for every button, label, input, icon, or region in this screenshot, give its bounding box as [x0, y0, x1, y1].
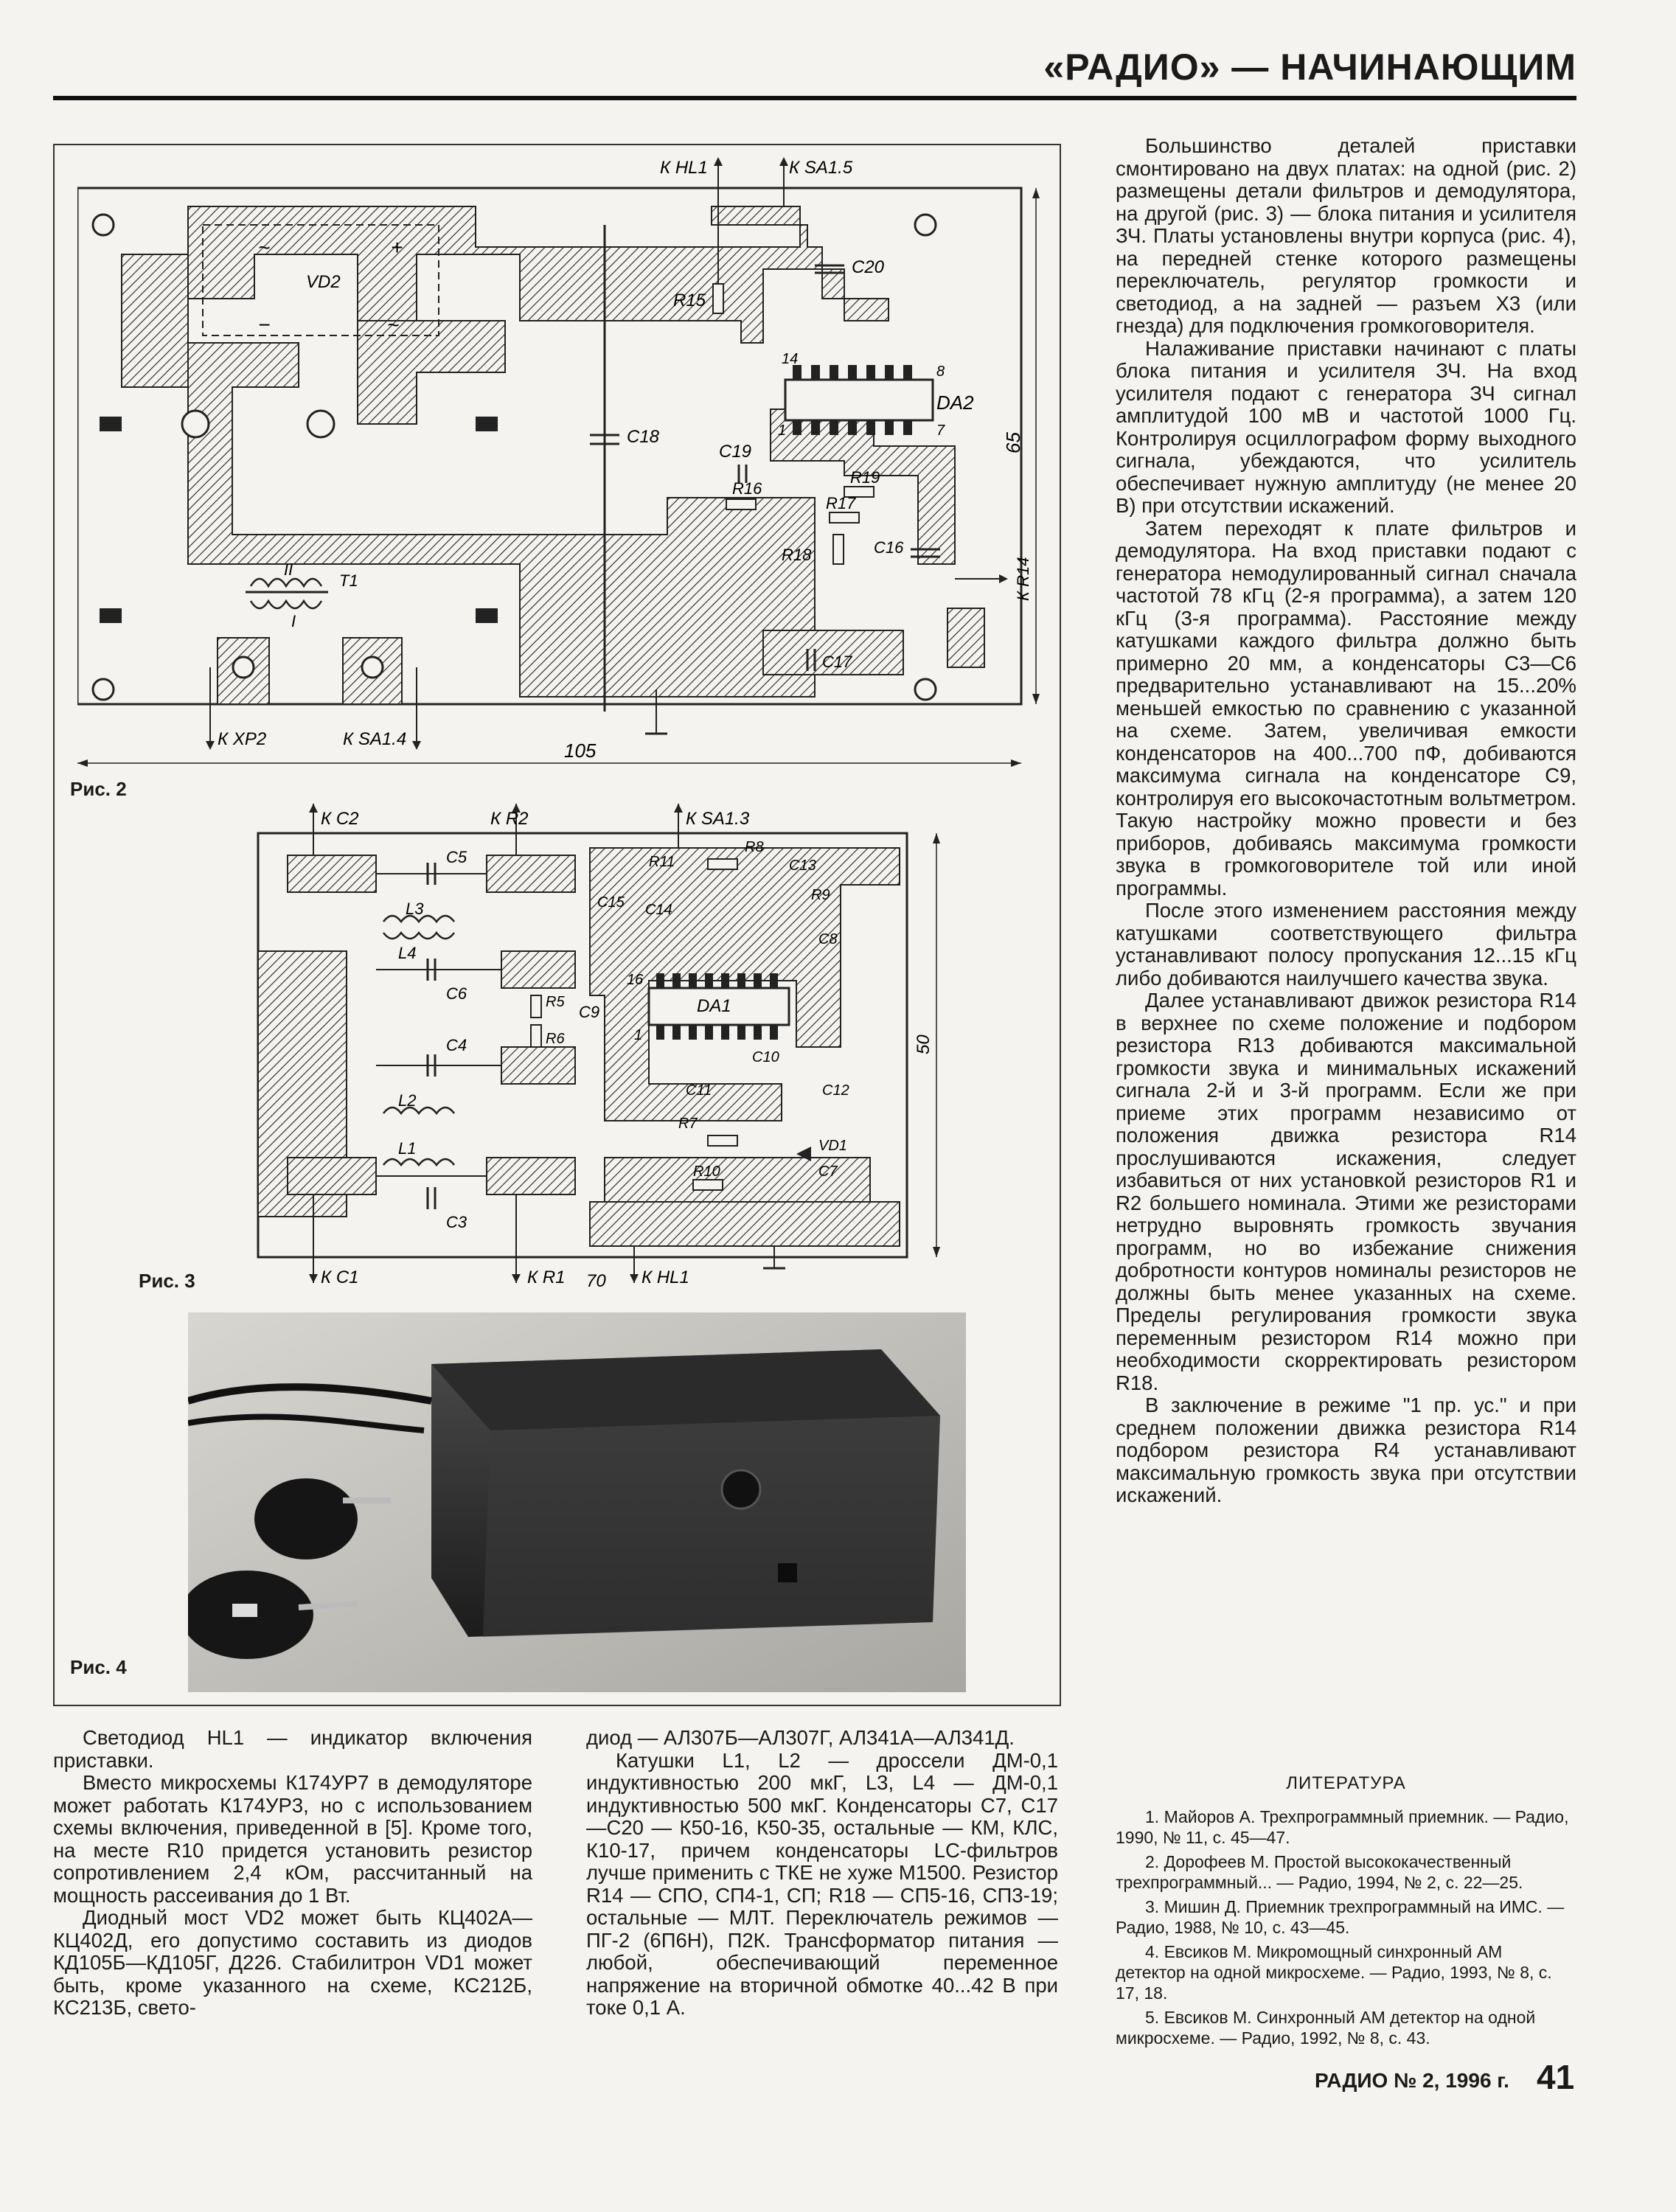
fig3-label-r5: R5 — [546, 994, 565, 1010]
paragraph: Вместо микросхемы К174УР7 в демодуляторе может работать К174УР3, но с использованием схемы включения, приведенной в [5]. Кроме того, на месте R10 придется установить резистор сопротивлением 2,4 кОм, рассчитанный на мощность рассеивания до 1 Вт. — [53, 1771, 532, 1907]
fig2-label-tilde-1: ~ — [258, 236, 271, 259]
fig2-label-r18: R18 — [782, 546, 812, 564]
fig2-label-sa15: К SA1.5 — [789, 158, 853, 178]
fig2-label-da2: DA2 — [936, 392, 974, 414]
figure-3-pcb — [236, 804, 959, 1290]
fig2-label-c16: C16 — [874, 538, 904, 557]
fig2-label-r15: R15 — [673, 291, 706, 310]
literature-item: 4. Евсиков М. Микромощный синхронный АМ детектор на одной микросхеме. — Радио, 1993, № 8, с. 17, 18. — [1116, 1942, 1552, 2003]
literature-item: 1. Майоров А. Трехпрограммный приемник. — Радио, 1990, № 11, с. 45—47. — [1116, 1807, 1569, 1847]
fig2-label-minus: − — [258, 313, 271, 336]
literature-list — [1116, 1806, 1576, 2052]
paragraph: Светодиод HL1 — индикатор включения приставки. — [53, 1726, 532, 1772]
fig2-label-xp2: К XP2 — [218, 729, 267, 749]
figure-4-photo — [188, 1312, 966, 1692]
fig2-label-tilde-2: ~ — [387, 313, 400, 336]
fig3-label-pin1: 1 — [634, 1027, 643, 1043]
fig2-label-pin8: 8 — [936, 364, 945, 380]
fig2-label-c20: C20 — [852, 257, 885, 277]
fig3-label-l4: L4 — [398, 944, 417, 962]
literature-item: 3. Мишин Д. Приемник трехпрограммный на ИМС. — Радио, 1988, № 10, с. 43—45. — [1116, 1897, 1565, 1937]
fig3-label-r1: К R1 — [527, 1267, 566, 1287]
fig3-label-r7: R7 — [678, 1116, 698, 1132]
paragraph: В заключение в режиме "1 пр. ус." и при среднем положении движка резистора R14 подбором резистора R4 устанавливают максимальную громкость звука при отсутствии искажений. — [1116, 1394, 1576, 1506]
paragraph: Затем переходят к плате фильтров и демодулятора. На вход приставки подают с генератора немодулированный сигнал сначала частотой 78 кГц (2-я программа), а затем 120 кГц (3-я программа). Расстояние между катушками каждого фильтра должно быть примерно 20 мм, а конденсаторы С3—С6 предварительно устанавливают на 15...20% меньшей емкостью по сравнению с указанной на схеме. Затем, увеличивая емкости конденсаторов на 400...700 пФ, добиваются максимума сигнала на конденсаторе С9, контролируя его высокочастотным вольтметром. Такую настройку можно провести и без приборов, добиваясь максимума громкости звука в громкоговорителе той или иной программы. — [1116, 516, 1576, 900]
fig3-label-c7: C7 — [818, 1164, 838, 1180]
bottom-left-text-column — [53, 1727, 532, 2020]
fig3-label-r2: К R2 — [490, 809, 529, 829]
fig3-label-da1: DA1 — [697, 996, 731, 1016]
fig2-dim-width: 105 — [564, 740, 597, 762]
fig3-label-vd1: VD1 — [818, 1138, 847, 1154]
fig3-label-r8: R8 — [745, 839, 764, 855]
fig3-label-c2: К С2 — [321, 809, 359, 829]
page-number: 41 — [1537, 2058, 1575, 2096]
fig3-label-c10: C10 — [752, 1049, 779, 1065]
section-title: «РАДИО» — НАЧИНАЮЩИМ — [1043, 46, 1576, 88]
fig2-label-pin7: 7 — [936, 422, 945, 439]
fig3-dim-height: 50 — [914, 1034, 933, 1054]
fig2-label-r14: К R14 — [1014, 557, 1032, 601]
fig3-label-c13: C13 — [789, 858, 816, 874]
fig2-label-t1: T1 — [339, 571, 358, 590]
fig3-label-c8: C8 — [818, 931, 838, 947]
fig2-label-c18: C18 — [627, 427, 660, 447]
fig3-label-l1: L1 — [398, 1139, 417, 1158]
paragraph: Налаживание приставки начинают с платы блока питания и усилителя ЗЧ. На вход усилителя подают с генератора ЗЧ сигнал амплитудой 100 мВ и частотой 1000 Гц. Контролируя осциллографом форму выходного сигнала, убеждаются, что усилитель обеспечивает нужную амплитуду (не менее 20 В) при отсутствии искажений. — [1116, 336, 1576, 517]
paragraph: Диодный мост VD2 может быть КЦ402А—КЦ402Д, его допустимо составить из диодов КД105Б—КД105Г, Д226. Стабилитрон VD1 может быть, кроме указанного на схеме, КС212Б, КС213Б, свето- — [53, 1906, 532, 2019]
fig2-label-r16: R16 — [732, 479, 762, 498]
paragraph: Катушки L1, L2 — дроссели ДМ-0,1 индуктивностью 200 мкГ, L3, L4 — ДМ-0,1 индуктивностью 500 мкГ. Конденсаторы С7, С17—С20 — К50-16, К50-35, остальные — КМ, КЛС, К10-17, причем конденсаторы LC-фильтров лучше применить с ТКЕ не хуже М1500. Резистор R14 — СПО, СП4-1, СП; R18 — СП5-16, СП3-19; остальные — МЛТ. Переключатель режимов — ПГ-2 (6П6Н), П2К. Трансформатор питания — любой, обеспечивающий переменное напряжение на вторичной обмотке 40...42 В при токе 0,1 А. — [586, 1748, 1058, 2019]
fig2-label-r17: R17 — [826, 494, 856, 512]
fig3-label-c4: C4 — [446, 1036, 467, 1054]
paragraph: диод — АЛ307Б—АЛ307Г, АЛ341А—АЛ341Д. — [586, 1726, 1015, 1749]
fig3-label-l3: L3 — [406, 900, 424, 918]
fig2-label-pin1: 1 — [778, 422, 787, 439]
fig2-label-hl1: К HL1 — [660, 158, 708, 178]
literature-title: ЛИТЕРАТУРА — [1286, 1773, 1406, 1793]
figure-2-pcb — [77, 151, 1043, 771]
paragraph: После этого изменением расстояния между катушками соответствующего фильтра устанавливают полосу пропускания 12...15 кГц либо добиваются наилучшего качества звука. — [1116, 899, 1576, 990]
fig3-label-c6: C6 — [446, 984, 467, 1003]
fig3-label-c15: C15 — [597, 894, 625, 911]
fig2-label-c17: C17 — [822, 653, 852, 671]
fig2-label-sa14: К SA1.4 — [343, 729, 407, 749]
literature-item: 2. Дорофеев М. Простой высококачественный трехпрограммный... — Радио, 1994, № 2, с. 22—25. — [1116, 1852, 1523, 1892]
fig3-label-c3: C3 — [446, 1213, 467, 1231]
header-rule — [53, 96, 1576, 100]
paragraph: Большинство деталей приставки смонтировано на двух платах: на одной (рис. 2) размещены детали фильтров и демодулятора, на другой (рис. 3) — блока питания и усилителя ЗЧ. Платы установлены внутри корпуса (рис. 4), на передней стенке которого размещены переключатель, регулятор громкости и светодиод, а на задней — разъем Х3 (или гнезда) для подключения громкоговорителя. — [1116, 134, 1576, 337]
fig2-label-plus: + — [391, 236, 403, 259]
fig2-label-winding-2: II — [284, 560, 293, 579]
right-text-column — [1116, 135, 1576, 1507]
fig3-label-sa13: К SA1.3 — [686, 809, 750, 829]
figure-3-caption: Рис. 3 — [139, 1270, 195, 1292]
figure-2-caption: Рис. 2 — [70, 778, 127, 800]
fig3-label-c12: C12 — [822, 1082, 849, 1099]
bottom-middle-text-column — [586, 1727, 1058, 2020]
journal-issue: РАДИО № 2, 1996 г. — [1315, 2069, 1509, 2092]
fig2-label-pin14: 14 — [782, 351, 799, 367]
paragraph: Далее устанавливают движок резистора R14 в верхнее по схеме положение и подбором резистора R13 добиваются максимальной громкости звука и минимальных искажений сигнала 2-й и 3-й программ. Если же при приеме этих программ независимо от положения движка резистора R14 прослушиваются искажения, следует избавиться от них установкой резисторов R1 и R2 большего номинала. Этими же резисторами нетрудно выровнять громкость звучания программ, но во избежание снижения добротности контуров номиналы резисторов не должны быть менее указанных на схеме. Пределы регулирования громкости звука переменным резистором R14 можно при необходимости скорректировать резистором R18. — [1116, 989, 1576, 1394]
fig3-label-pin16: 16 — [627, 972, 644, 988]
fig3-label-r6: R6 — [546, 1031, 565, 1047]
fig3-label-r10: R10 — [693, 1164, 720, 1180]
fig2-label-r19: R19 — [850, 468, 880, 487]
fig3-label-c9: C9 — [579, 1003, 600, 1021]
fig3-label-r11: R11 — [649, 854, 675, 870]
fig3-label-l2: L2 — [398, 1091, 417, 1110]
fig2-label-c19: C19 — [719, 442, 752, 462]
literature-item: 5. Евсиков М. Синхронный АМ детектор на одной микросхеме. — Радио, 1992, № 8, с. 43. — [1116, 2008, 1536, 2048]
fig3-dim-width: 70 — [586, 1271, 606, 1290]
fig2-label-winding-1: I — [291, 612, 296, 630]
fig3-label-hl1: К HL1 — [641, 1267, 689, 1287]
fig3-label-c11: C11 — [686, 1082, 712, 1099]
fig3-label-c14: C14 — [645, 902, 672, 918]
fig3-label-r9: R9 — [811, 887, 830, 903]
fig3-label-c5: C5 — [446, 848, 467, 866]
fig2-dim-height: 65 — [1002, 432, 1024, 453]
figure-4-caption: Рис. 4 — [70, 1656, 127, 1678]
fig3-label-c1: К С1 — [321, 1267, 359, 1287]
fig2-label-vd2: VD2 — [306, 272, 341, 292]
